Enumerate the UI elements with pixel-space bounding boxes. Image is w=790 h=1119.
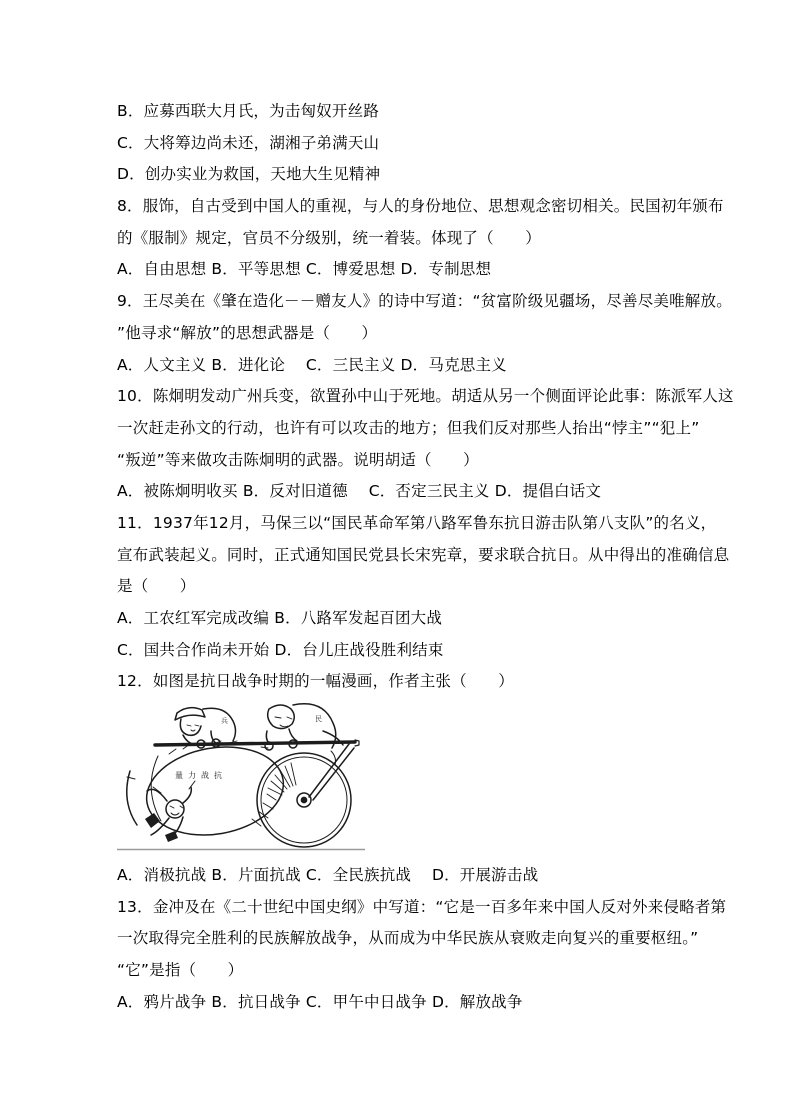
roller-slogan-text: 量力战抗 bbox=[175, 771, 227, 781]
exam-document bbox=[117, 96, 734, 1019]
text-line: A．消极抗战 B．片面抗战 C．全民族抗战 D．开展游击战 bbox=[117, 866, 539, 885]
text-line: A．鸦片战争 B．抗日战争 C．甲午中日战争 D．解放战争 bbox=[117, 992, 523, 1011]
text-line: C．国共合作尚未开始 D．台儿庄战役胜利结束 bbox=[117, 640, 444, 659]
text-line: A．工农红军完成改编 B．八路军发起百团大战 bbox=[117, 609, 443, 627]
text-line: D．创办实业为救国，天地大生见精神 bbox=[117, 165, 381, 184]
text-line: 的《服制》规定，官员不分级别，统一着装。体现了（ ） bbox=[117, 228, 541, 247]
text-line: 12．如图是抗日战争时期的一幅漫画，作者主张（ ） bbox=[117, 672, 514, 691]
text-line: A．人文主义 B．进化论 C．三民主义 D．马克思主义 bbox=[117, 355, 507, 374]
cartoon-image bbox=[117, 699, 365, 851]
text-line: “它”是指（ ） bbox=[117, 961, 244, 980]
text-line: A．自由思想 B．平等思想 C．博爱思想 D．专制思想 bbox=[117, 260, 492, 279]
text-line: C．大将筹边尚未还，湖湘子弟满天山 bbox=[117, 133, 380, 152]
text-line: 10．陈炯明发动广州兵变，欲置孙中山于死地。胡适从另一个侧面评论此事：陈派军人这 bbox=[117, 387, 734, 406]
text-line: 13．金冲及在《二十世纪中国史纲》中写道：“它是一百多年来中国人反对外来侵略者第 bbox=[117, 897, 727, 916]
right-pusher-label: 民 bbox=[315, 715, 322, 724]
text-line: B．应募西联大月氏，为击匈奴开丝路 bbox=[117, 102, 380, 120]
text-line: A．被陈炯明收买 B．反对旧道德 C．否定三民主义 D．提倡白话文 bbox=[117, 482, 602, 501]
text-line: 11．1937年12月，马保三以“国民革命军第八路军鲁东抗日游击队第八支队”的名义， bbox=[117, 513, 717, 532]
left-pusher-label: 兵 bbox=[221, 717, 228, 726]
text-line: 一次取得完全胜利的民族解放战争，从而成为中华民族从衰败走向复兴的重要枢纽。” bbox=[117, 929, 699, 948]
text-line: 一次赶走孙文的行动，也许有可以攻击的地方；但我们反对那些人抬出“悖主”“犯上” bbox=[117, 418, 700, 437]
text-line: 8．服饰，自古受到中国人的重视，与人的身份地位、思想观念密切相关。民国初年颁布 bbox=[117, 197, 724, 216]
text-line: “叛逆”等来做攻击陈炯明的武器。说明胡适（ ） bbox=[117, 450, 479, 469]
text-line: 宣布武装起义。同时，正式通知国民党县长宋宪章，要求联合抗日。从中得出的准确信息 bbox=[117, 545, 730, 564]
text-line: ”他寻求“解放”的思想武器是（ ） bbox=[117, 323, 378, 342]
anti-japanese-war-cartoon bbox=[117, 699, 365, 851]
text-line: 9．王尽美在《肇在造化－－赠友人》的诗中写道：“贫富阶级见疆场，尽善尽美唯解放。 bbox=[117, 292, 732, 311]
text-line: 是（ ） bbox=[117, 577, 196, 596]
